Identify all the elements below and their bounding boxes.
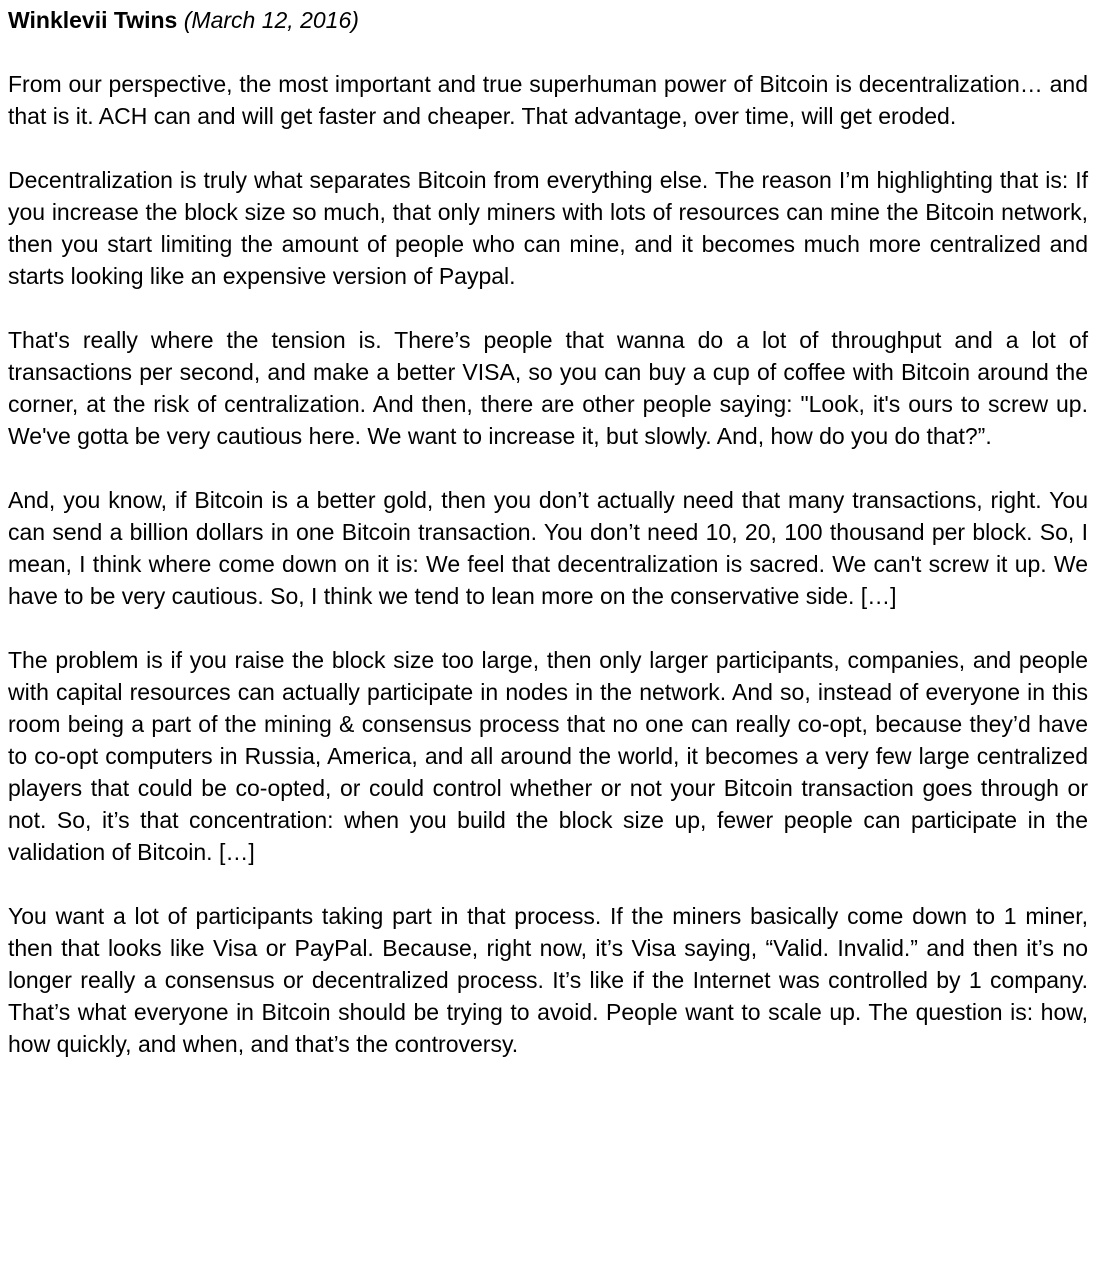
paragraph-6: You want a lot of participants taking part in that process. If the miners basically come down to 1 miner, then that looks like Visa or PayPal. Because, right now, it’s Visa saying, “Valid. Invalid.” and then it’s no longer really a consensus or decentralized process. It’s like if the Internet was controlled by 1 company. That’s what everyone in Bitcoin should be trying to avoid. People want to scale up. The question is: how, how quickly, and when, and that’s the controversy. <box>8 903 1088 1057</box>
paragraph-2: Decentralization is truly what separates Bitcoin from everything else. The reason I’m highlighting that is: If you increase the block size so much, that only miners with lots of resources can mine the Bitcoin network, then you start limiting the amount of people who can mine, and it becomes much more centralized and starts looking like an expensive version of Paypal. <box>8 167 1088 289</box>
paragraph-5: The problem is if you raise the block size too large, then only larger participants, companies, and people with capital resources can actually participate in nodes in the network. And so, instead of everyone in this room being a part of the mining & consensus process that no one can really co-opt, because they’d have to co-opt computers in Russia, America, and all around the world, it becomes a very few large centralized players that could be co-opted, or could control whether or not your Bitcoin transaction goes through or not. So, it’s that concentration: when you build the block size up, fewer people can participate in the validation of Bitcoin. […] <box>8 647 1088 865</box>
paragraph-3: That's really where the tension is. There’s people that wanna do a lot of throughput and a lot of transactions per second, and make a better VISA, so you can buy a cup of coffee with Bitcoin around the corner, at the risk of centralization. And then, there are other people saying: "Look, it's ours to screw up. We've gotta be very cautious here. We want to increase it, but slowly. And, how do you do that?”. <box>8 327 1088 449</box>
paragraph-1: From our perspective, the most important and true superhuman power of Bitcoin is decentralization… and that is it. ACH can and will get faster and cheaper. That advantage, over time, will get eroded. <box>8 71 1088 129</box>
paragraph-4: And, you know, if Bitcoin is a better gold, then you don’t actually need that many transactions, right. You can send a billion dollars in one Bitcoin transaction. You don’t need 10, 20, 100 thousand per block. So, I mean, I think where come down on it is: We feel that decentralization is sacred. We can't screw it up. We have to be very cautious. So, I think we tend to lean more on the conservative side. […] <box>8 487 1088 609</box>
quote-header <box>8 4 1088 36</box>
author-name: Winklevii Twins <box>8 7 178 33</box>
quote-date: (March 12, 2016) <box>183 7 359 33</box>
